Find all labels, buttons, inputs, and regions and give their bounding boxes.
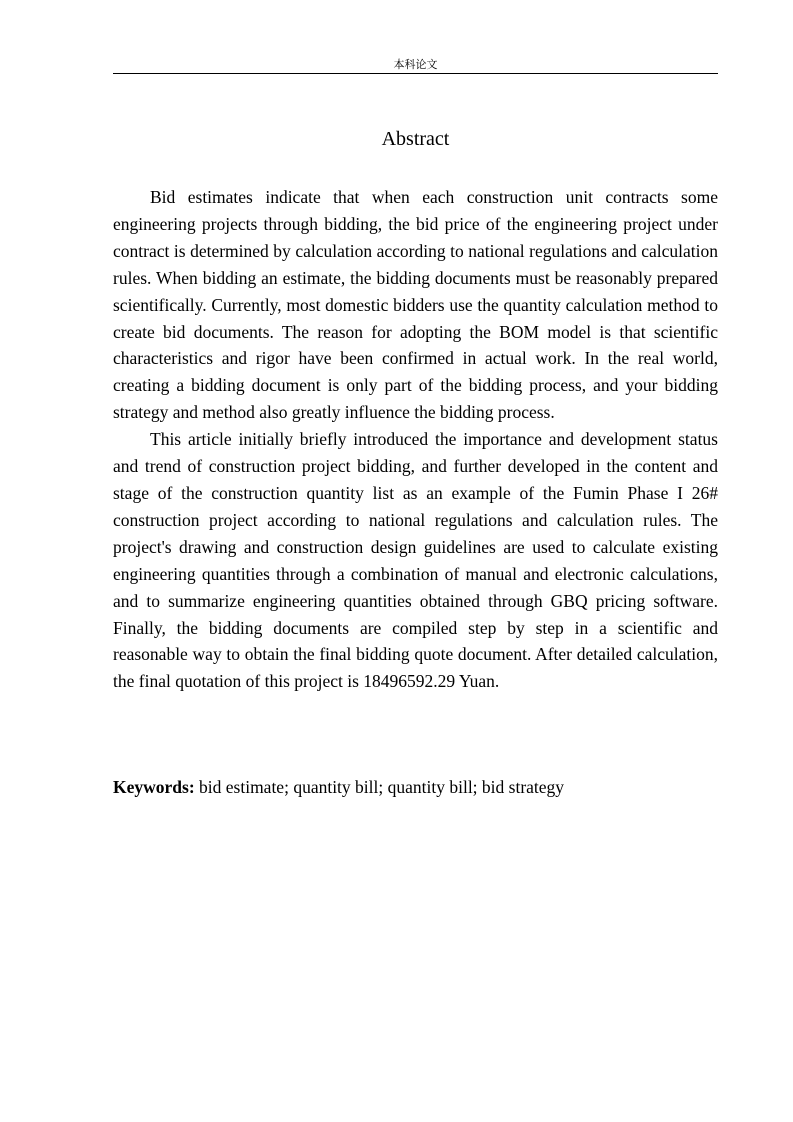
abstract-paragraph-2: This article initially briefly introduced the importance and development status and trend of construction project bidding, and further developed in the content and stage of the construction quantity list as an example of the Fumin Phase I 26# construction project according to national regulations and calculation rules. The project's drawing and construction design guidelines are used to calculate existing engineering quantities through a combination of manual and electronic calculations, and to summarize engineering quantities obtained through GBQ pricing software. Finally, the bidding documents are compiled step by step in a scientific and reasonable way to obtain the final bidding quote document. After detailed calculation, the final quotation of this project is 18496592.29 Yuan. bbox=[113, 429, 718, 692]
abstract-title: Abstract bbox=[381, 128, 450, 150]
keywords-label: Keywords: bbox=[113, 777, 195, 797]
keywords-text: bid estimate; quantity bill; quantity bill; bid strategy bbox=[194, 777, 565, 797]
keywords-line bbox=[113, 774, 718, 801]
abstract-paragraph-1: Bid estimates indicate that when each construction unit contracts some engineering projects through bidding, the bid price of the engineering project under contract is determined by calculation according to national regulations and calculation rules. When bidding an estimate, the bidding documents must be reasonably prepared scientifically. Currently, most domestic bidders use the quantity calculation method to create bid documents. The reason for adopting the BOM model is that scientific characteristics and rigor have been confirmed in actual work. In the real world, creating a bidding document is only part of the bidding process, and your bidding strategy and method also greatly influence the bidding process. bbox=[113, 187, 718, 423]
header-rule bbox=[113, 73, 718, 74]
abstract-body bbox=[113, 184, 718, 695]
running-header: 本科论文 bbox=[393, 58, 438, 71]
